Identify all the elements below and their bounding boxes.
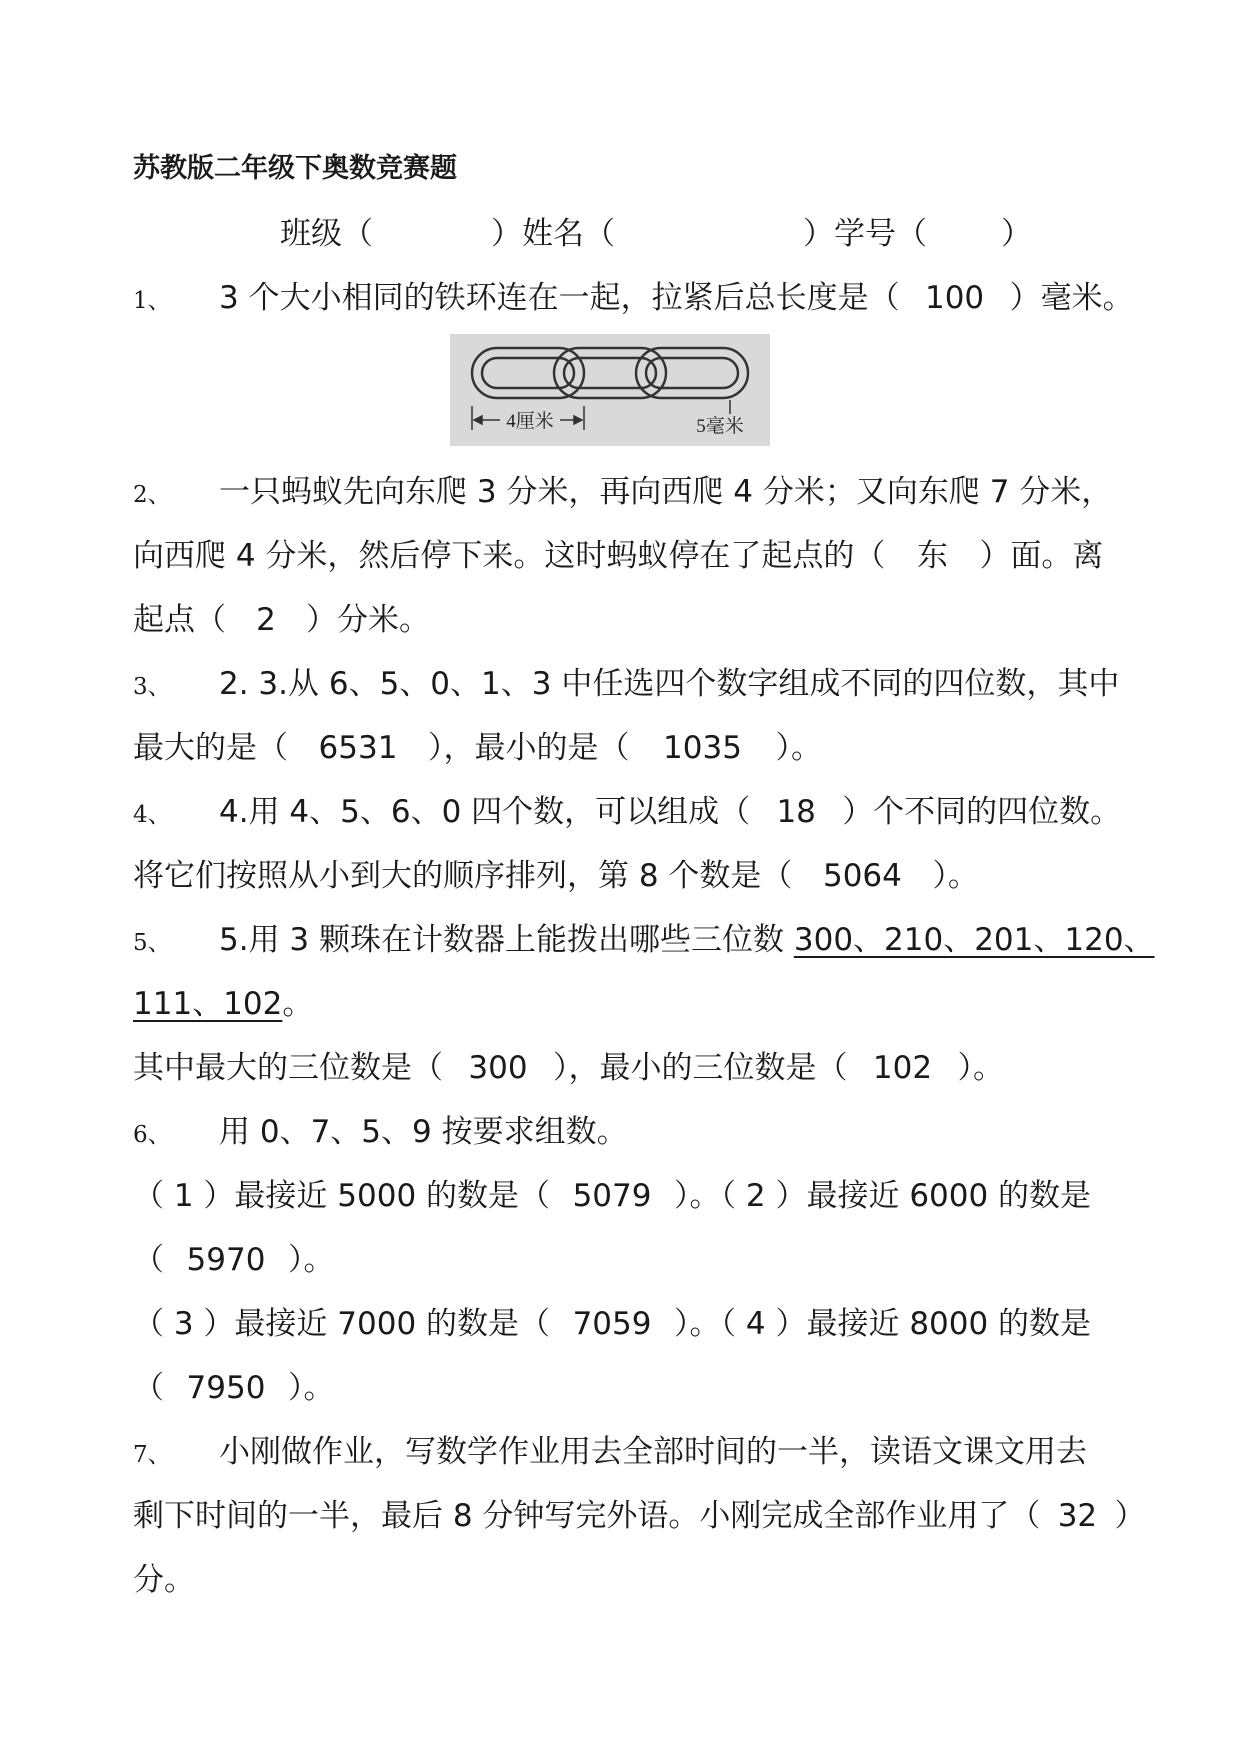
- q4-answer-2: 5064: [822, 858, 902, 894]
- q2-line-3: [133, 600, 430, 640]
- q4-line-1: [133, 792, 1121, 835]
- q3-text-2-end: ）。: [775, 730, 822, 766]
- q5-answer-list-1: 300、210、201、120、: [793, 922, 1155, 958]
- q1-text-end: ）毫米。: [1009, 280, 1134, 316]
- q2-text-1: 一只蚂蚁先向东爬 3 分米，再向西爬 4 分米；又向东爬 7 分米，: [219, 474, 1113, 510]
- q4-line-2: [133, 856, 979, 896]
- q6-part-4-answer: 7950: [186, 1370, 266, 1406]
- student-id-label: ）学号（: [803, 216, 927, 252]
- q5-answer-2: 102: [872, 1050, 933, 1086]
- q5-line-2: [133, 984, 313, 1024]
- q2-text-2: 向西爬 4 分米，然后停下来。这时蚂蚁停在了起点的（: [133, 538, 886, 574]
- ring-3: [636, 348, 748, 398]
- q3-text-2-mid: ），最小的是（: [428, 730, 630, 766]
- q5-text-3-mid: ），最小的三位数是（: [553, 1050, 848, 1086]
- q1-number: 1、: [133, 288, 171, 314]
- q6-part-1-text: （ 1 ）最接近 5000 的数是（: [133, 1178, 551, 1214]
- q2-answer-1: 东: [916, 538, 948, 574]
- q6-part-2-close: ）。: [288, 1242, 335, 1278]
- q6-part-3-answer: 7059: [572, 1306, 652, 1342]
- q1-text: 3 个大小相同的铁环连在一起，拉紧后总长度是（: [219, 280, 900, 316]
- q7-text-2: 剩下时间的一半，最后 8 分钟写完外语。小刚完成全部作业用了（: [133, 1498, 1041, 1534]
- q5-text-1: 5.用 3 颗珠在计数器上能拨出哪些三位数: [219, 922, 794, 958]
- q5-answer-1: 300: [468, 1050, 528, 1086]
- class-label: 班级（: [280, 216, 373, 252]
- q5-text-2-end: 。: [282, 986, 314, 1022]
- q4-number: 4、: [133, 802, 171, 828]
- q5-line-3: [133, 1048, 1004, 1088]
- q4-text-2: 将它们按照从小到大的顺序排列，第 8 个数是（: [133, 858, 793, 894]
- q7-line-2: [133, 1496, 1145, 1536]
- q1-line: [133, 278, 1134, 321]
- name-label: ）姓名（: [491, 216, 615, 252]
- q6-part-4-text: ）。（ 4 ）最接近 8000 的数是: [674, 1306, 1092, 1342]
- q7-number: 7、: [133, 1442, 171, 1468]
- q6-part-4-open: （: [133, 1370, 164, 1406]
- q6-part-2-open: （: [133, 1242, 164, 1278]
- q7-answer: 32: [1057, 1498, 1098, 1534]
- figure-label-4cm: 4厘米: [506, 411, 554, 432]
- q6-line-1: [133, 1112, 628, 1155]
- q6-text-1: 用 0、7、5、9 按要求组数。: [219, 1114, 628, 1150]
- q5-text-3: 其中最大的三位数是（: [133, 1050, 443, 1086]
- q6-part-3-4: [133, 1304, 1091, 1344]
- q2-text-3-end: ）分米。: [306, 602, 430, 638]
- q3-text-2: 最大的是（: [133, 730, 288, 766]
- q6-part-2-text: ）。（ 2 ）最接近 6000 的数是: [674, 1178, 1092, 1214]
- q2-text-3: 起点（: [133, 602, 226, 638]
- q4-answer-1: 18: [776, 794, 816, 830]
- q3-line-1: [133, 664, 1119, 707]
- q5-text-3-end: ）。: [957, 1050, 1004, 1086]
- q3-text-1: 2. 3.从 6、5、0、1、3 中任选四个数字组成不同的四位数，其中: [219, 666, 1120, 702]
- figure-label-5mm: 5毫米: [696, 416, 744, 437]
- q5-answer-list-2: 111、102: [133, 986, 283, 1022]
- header-close: ）: [1001, 216, 1032, 252]
- q5-number: 5、: [133, 930, 171, 956]
- q6-part-3-text: （ 3 ）最接近 7000 的数是（: [133, 1306, 551, 1342]
- ring-1: [472, 348, 584, 398]
- student-info-line: [280, 214, 1032, 254]
- q6-part-1-2: [133, 1176, 1091, 1216]
- q7-text-1: 小刚做作业，写数学作业用去全部时间的一半，读语文课文用去: [219, 1434, 1087, 1470]
- q5-line-1: [133, 920, 1155, 963]
- q2-line-1: [133, 472, 1112, 515]
- ring-2: [554, 348, 666, 398]
- q6-part-4-close: ）。: [288, 1370, 335, 1406]
- q4-text-1-end: ）个不同的四位数。: [842, 794, 1122, 830]
- q6-part-2-answer: 5970: [186, 1242, 266, 1278]
- q2-answer-2: 2: [256, 602, 276, 638]
- q4-text-1: 4.用 4、5、6、0 四个数，可以组成（: [219, 794, 751, 830]
- q4-text-2-end: ）。: [932, 858, 979, 894]
- q6-part-2-answer-line: [133, 1240, 335, 1280]
- q3-answer-1: 6531: [318, 730, 398, 766]
- q7-text-3: 分。: [133, 1562, 195, 1598]
- q2-text-2-end: ）面。离: [979, 538, 1104, 574]
- q3-answer-2: 1035: [663, 730, 742, 766]
- q3-number: 3、: [133, 674, 171, 700]
- chain-ring-figure: [450, 334, 770, 446]
- q6-part-1-answer: 5079: [572, 1178, 652, 1214]
- q7-line-3: [133, 1560, 195, 1600]
- q7-line-1: [133, 1432, 1087, 1475]
- q1-answer: 100: [924, 280, 985, 316]
- q2-number: 2、: [133, 482, 171, 508]
- q6-number: 6、: [133, 1122, 171, 1148]
- page-title: 苏教版二年级下奥数竞赛题: [133, 153, 457, 184]
- q2-line-2: [133, 536, 1103, 576]
- q6-part-4-answer-line: [133, 1368, 335, 1408]
- q3-line-2: [133, 728, 822, 768]
- q7-text-2-end: ）: [1114, 1498, 1146, 1534]
